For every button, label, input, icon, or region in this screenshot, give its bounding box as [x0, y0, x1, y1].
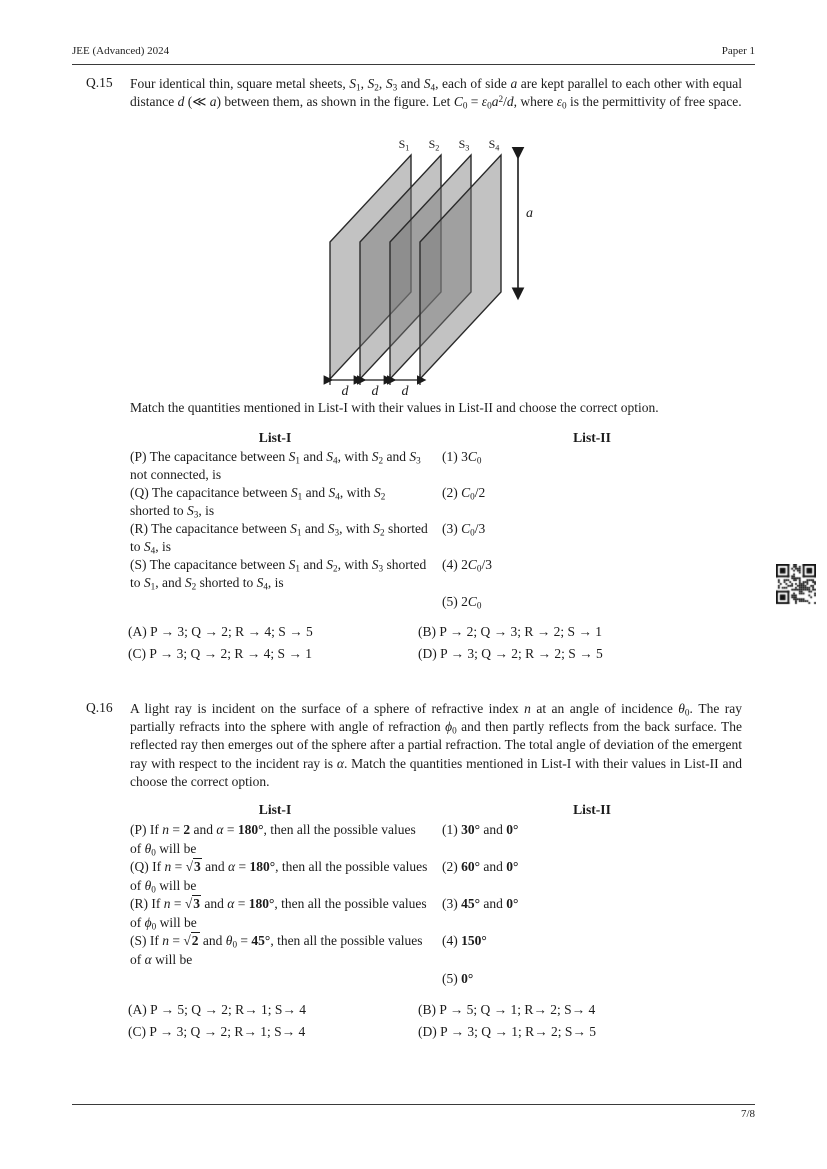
q15-figure	[300, 138, 545, 400]
plate-label-s3: $S_3$	[458, 137, 470, 153]
q15-row-extra	[130, 593, 742, 611]
q16-row-p	[130, 821, 742, 858]
q15-row-s	[130, 556, 742, 592]
q16-row-p-left: (P) If n = 2 and α = 180°, then all the possible values of $\theta_0$ will be	[130, 822, 416, 858]
q16-row-s-right: (4) 150°	[442, 933, 487, 948]
q16-row-r-right: (3) 45° and 0°	[442, 896, 519, 911]
q15-option-c: (C) P → 3; Q → 2; R → 4; S → 1	[128, 645, 313, 661]
footer-page-number: 7/8	[740, 1108, 755, 1120]
q16-options	[128, 999, 742, 1042]
q15-list2-header: List-II	[573, 430, 611, 445]
q16-row-q-left: (Q) If n = √3 and α = 180°, then all the possible values of $\theta_0$ will be	[130, 859, 428, 895]
q16-list2-header: List-II	[573, 802, 611, 817]
q16-row-s	[130, 932, 742, 969]
q15-option-d: (D) P → 3; Q → 2; R → 2; S → 5	[418, 645, 603, 661]
q15-row-p	[130, 448, 742, 484]
q16-list1-header: List-I	[258, 802, 292, 817]
q16-option-a: (A) P → 5; Q → 2; R→ 1; S→ 4	[128, 1002, 307, 1017]
q16-row-p-right: (1) 30° and 0°	[442, 822, 519, 837]
q15-body: Four identical thin, square metal sheets, $S_1$, $S_2$, $S_3$ and $S_4$, each of side a are kept parallel to each other with equal distance d (≪ a) between them, as shown in the figure. Let $C_0 = \varepsilon_0a^2/d$, where $\varepsilon_0$ is the permittivity of free space.	[130, 76, 743, 111]
parallel-plates-diagram	[300, 138, 545, 400]
gap-label-3: d	[401, 384, 409, 399]
q15-options	[128, 621, 742, 664]
q16-option-d: (D) P → 3; Q → 1; R→ 2; S→ 5	[418, 1023, 597, 1039]
q16-option-b: (B) P → 5; Q → 1; R→ 2; S→ 4	[418, 1002, 596, 1017]
q16-row-extra-right: (5) 0°	[442, 971, 474, 986]
footer-rule	[72, 1104, 755, 1105]
plate-label-s1: $S_1$	[398, 137, 410, 153]
plate-label-s2: $S_2$	[428, 137, 440, 153]
q15-row-p-left: (P) The capacitance between $S_1$ and $S_4$, with $S_2$ and $S_3$ not connected, is	[130, 449, 421, 482]
q16-row-q-right: (2) 60° and 0°	[442, 859, 519, 874]
q15-row-p-right: (1) $3C_0$	[442, 449, 482, 466]
q16-option-c: (C) P → 3; Q → 2; R→ 1; S→ 4	[128, 1023, 306, 1039]
gap-label-2: d	[371, 384, 379, 399]
plate-label-s4: $S_4$	[488, 137, 500, 153]
q15-option-a: (A) P → 3; Q → 2; R → 4; S → 5	[128, 624, 313, 639]
q15-row-q-left: (Q) The capacitance between $S_1$ and $S_4$, with $S_2$ shorted to $S_3$, is	[130, 485, 386, 520]
header-right: Paper 1	[721, 45, 755, 57]
gap-label-1: d	[341, 384, 349, 399]
q15-number: Q.15	[86, 75, 113, 90]
q16-row-q	[130, 858, 742, 895]
q15-list1-header: List-I	[258, 430, 292, 445]
q15-row-r	[130, 520, 742, 556]
q15-row-extra-right: (5) $2C_0$	[442, 594, 482, 611]
q15-row-q-right: (2) $C_0/2$	[442, 485, 486, 502]
q15-row-r-left: (R) The capacitance between $S_1$ and $S_3$, with $S_2$ shorted to $S_4$, is	[130, 521, 428, 556]
q15-row-s-left: (S) The capacitance between $S_1$ and $S_2$, with $S_3$ shorted to $S_1$, and $S_2$ shorted to $S_4$, is	[130, 557, 427, 592]
q15-row-s-right: (4) $2C_0/3$	[442, 557, 492, 574]
q15-match-line: Match the quantities mentioned in List-I with their values in List-II and choose the correct option.	[130, 400, 659, 415]
q15-row-q	[130, 484, 742, 520]
q16-row-r-left: (R) If n = √3 and α = 180°, then all the possible values of $\phi_0$ will be	[130, 896, 427, 932]
qr-code	[776, 564, 816, 605]
q16-match-table	[130, 821, 742, 988]
q16-row-extra	[130, 970, 742, 988]
q16-row-r	[130, 895, 742, 932]
q16-row-s-left: (S) If n = √2 and $\theta_0 = 45^\circ$, then all the possible values of α will be	[130, 933, 423, 967]
header-rule	[72, 64, 755, 65]
header-left: JEE (Advanced) 2024	[72, 45, 170, 57]
q15-match-table	[130, 448, 742, 611]
q15-option-b: (B) P → 2; Q → 3; R → 2; S → 1	[418, 624, 603, 639]
side-length-label: a	[526, 206, 533, 221]
q16-number: Q.16	[86, 700, 113, 715]
q15-row-r-right: (3) $C_0/3$	[442, 521, 486, 538]
q16-body: A light ray is incident on the surface of a sphere of refractive index n at an angle of incidence $\theta_0$. The ray partially refracts into the sphere with angle of refraction $\phi_0$ and then partly reflects from the back surface. The reflected ray then emerges out of the sphere after a partial refraction. The total angle of deviation of the emergent ray with respect to the incident ray is α. Match the quantities mentioned in List-I with their values in List-II and choose the correct option.	[130, 701, 742, 789]
qr-code-canvas	[776, 564, 816, 605]
